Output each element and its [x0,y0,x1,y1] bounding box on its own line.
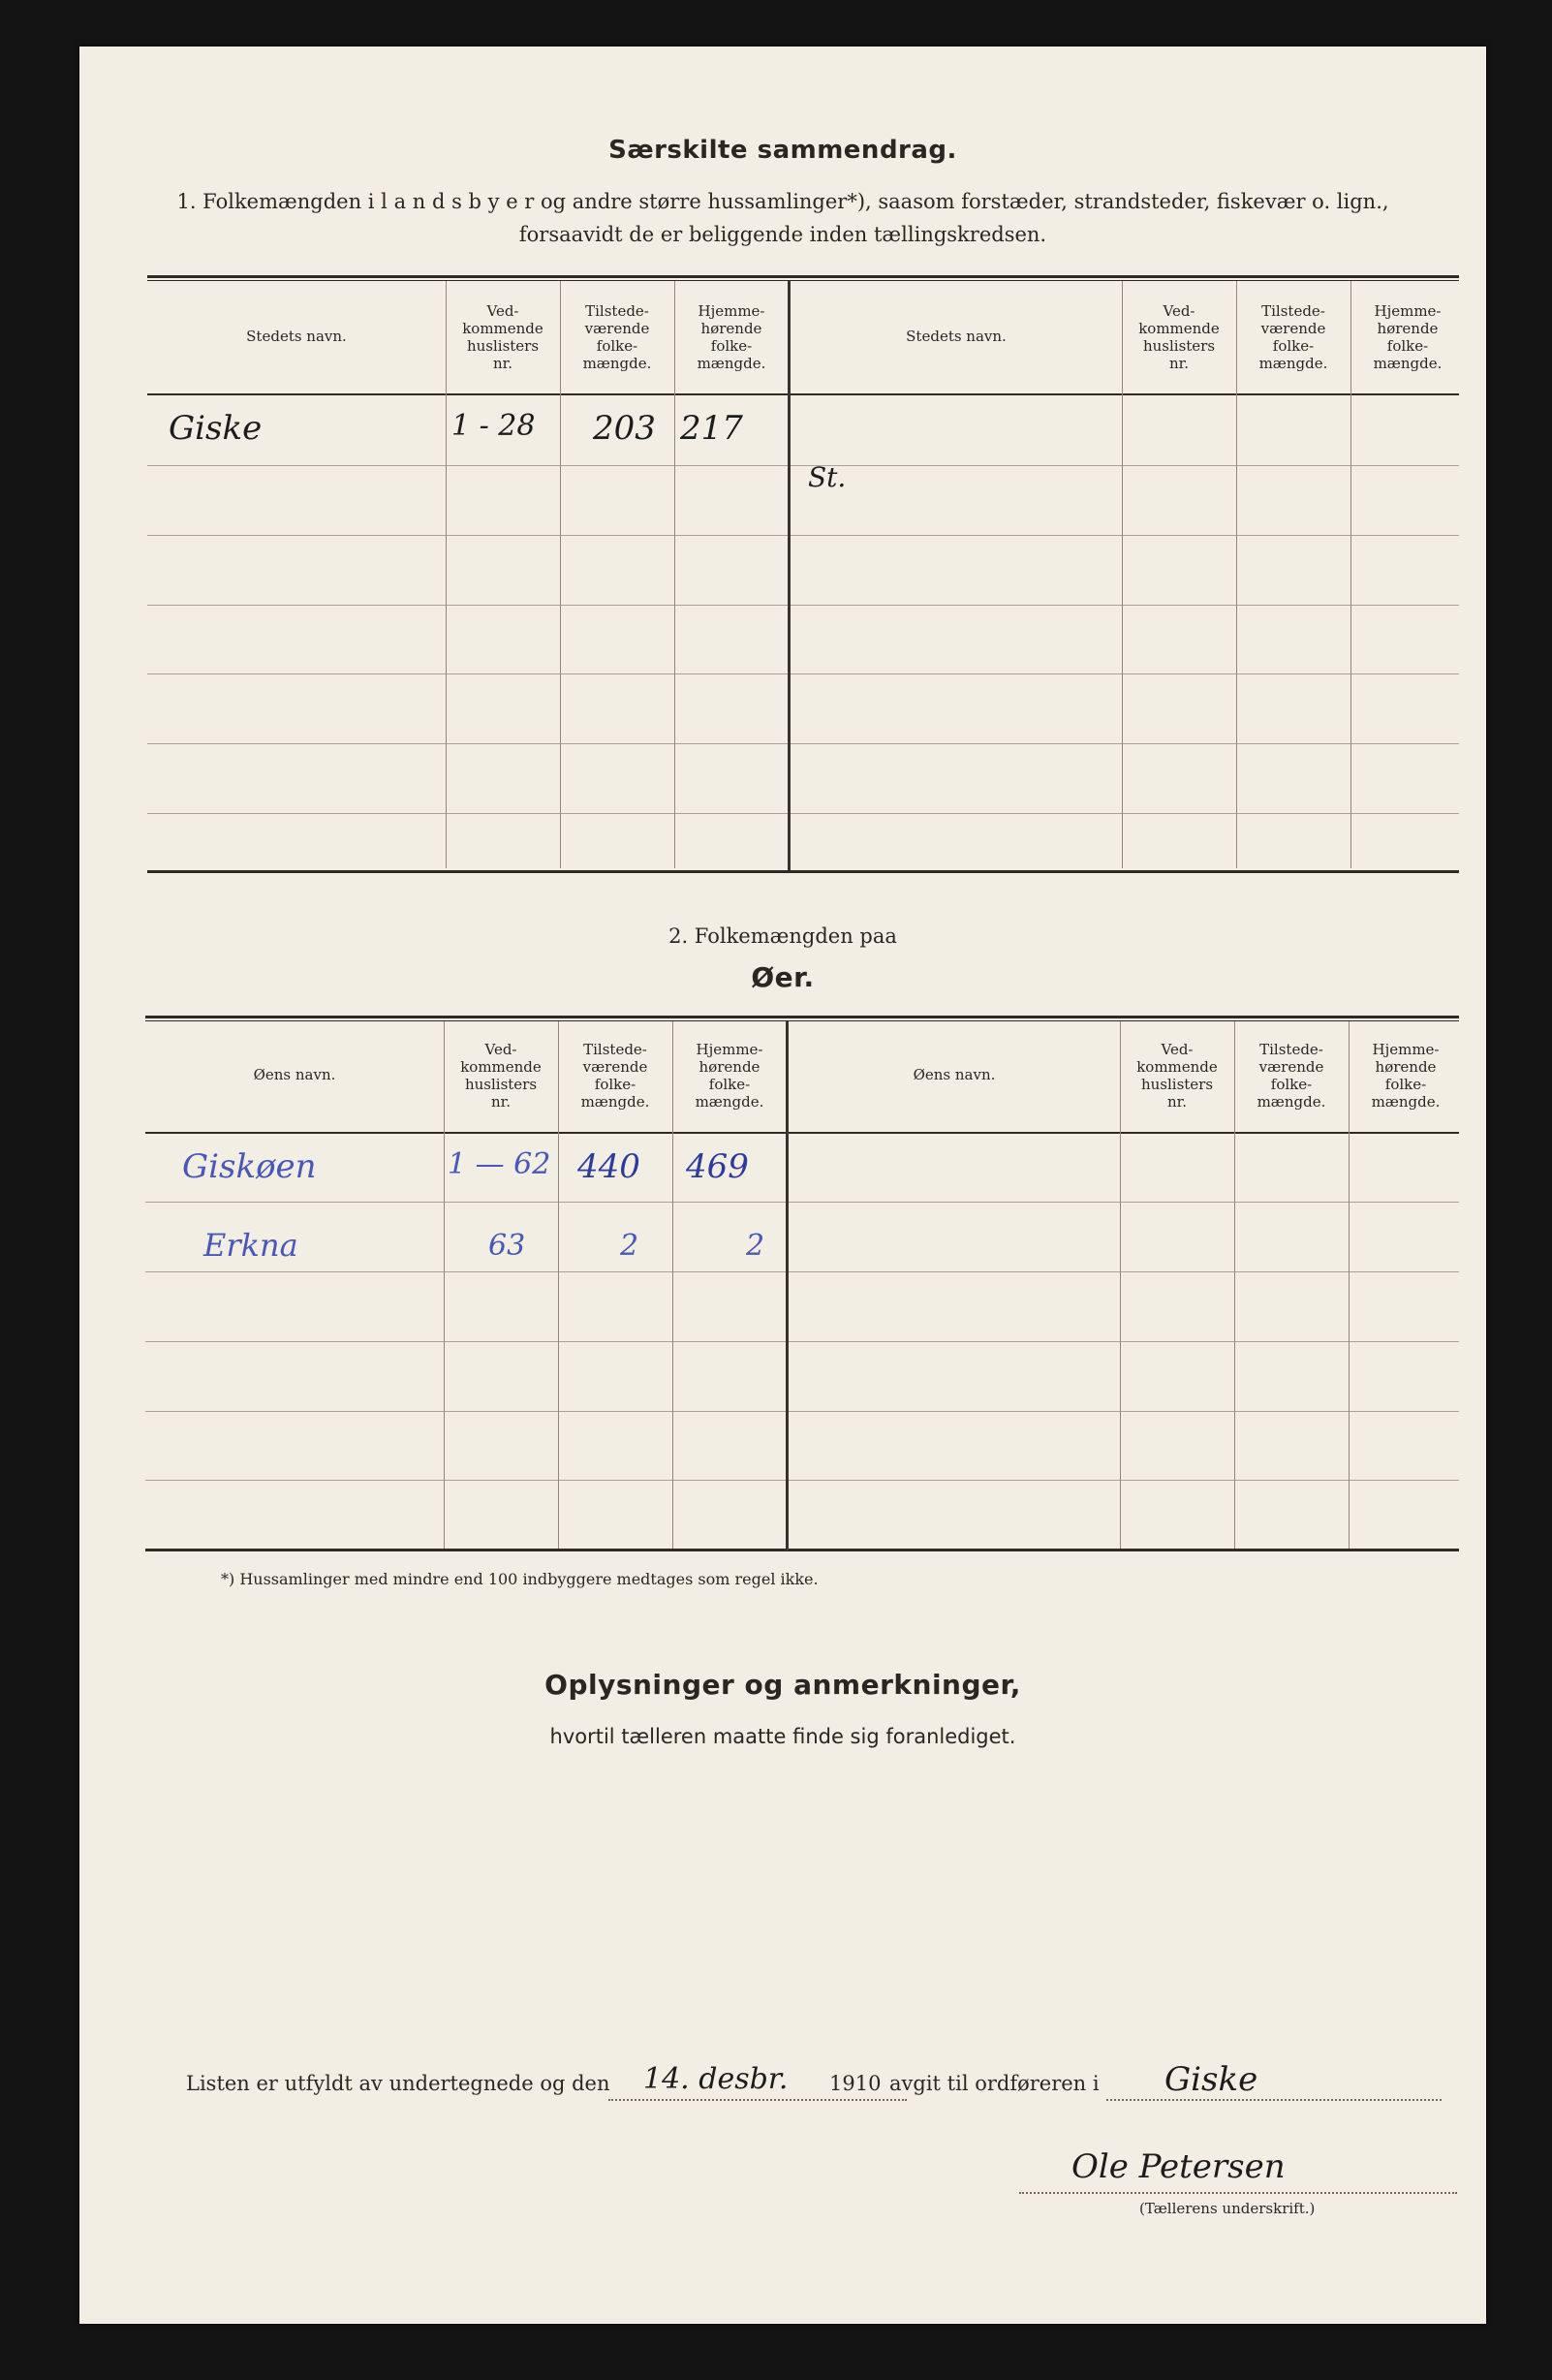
t2-header-hjemme-left: Hjemme- hørende folke- mængde. [695,1041,764,1111]
t2-header-ved-left: Ved- kommende huslisters nr. [460,1041,542,1111]
t2-row2-tilstede: 2 [620,1229,639,1263]
t2-header-ved-right: Ved- kommende huslisters nr. [1136,1041,1218,1111]
t2-header-hjemme-right: Hjemme- hørende folke- mængde. [1371,1041,1441,1111]
t1-row1-name: Giske [169,409,263,448]
closing-date: 14. desbr. [643,2062,789,2096]
closing-place: Giske [1164,2060,1258,2099]
remarks-subtitle: hvortil tælleren maatte finde sig foranlediget. [549,1725,1016,1748]
section2-heading: 2. Folkemængden paa [668,924,897,948]
t1-row1-ved: 1 - 28 [451,409,536,443]
t2-header-tilstede-right: Tilstede- værende folke- mængde. [1257,1041,1326,1111]
t1-header-name-right: Stedets navn. [906,328,1007,345]
section2-heading-bold: Øer. [751,961,815,993]
section1-intro-line1: 1. Folkemængden i l a n d s b y e r og andre større hussamlinger*), saasom forstæder, strandsteder, fiskevær o. lign., [176,190,1389,213]
t2-row2-name: Erkna [203,1227,298,1264]
t2-row2-hjemme: 2 [746,1229,765,1263]
t2-row1-hjemme: 469 [686,1147,749,1186]
t2-header-tilstede-left: Tilstede- værende folke- mængde. [580,1041,650,1111]
remarks-title: Oplysninger og anmerkninger, [544,1669,1021,1701]
footnote: *) Hussamlinger med mindre end 100 indbyggere medtages som regel ikke. [221,1570,819,1588]
t1-header-hjemme-left: Hjemme- hørende folke- mængde. [697,302,766,372]
closing-year: 1910 [829,2072,882,2095]
t1-row1-hjemme: 217 [680,409,743,448]
t2-header-name-right: Øens navn. [913,1066,996,1083]
section1-intro-line2: forsaavidt de er beliggende inden tællingskredsen. [518,223,1047,246]
closing-prefix: Listen er utfyldt av undertegnede og den [186,2072,610,2095]
t2-header-name-left: Øens navn. [253,1066,336,1083]
t1-header-ved-right: Ved- kommende huslisters nr. [1138,302,1220,372]
t1-header-name-left: Stedets navn. [246,328,347,345]
section1-title: Særskilte sammendrag. [608,136,957,165]
t2-row1-name: Giskøen [182,1147,317,1186]
t1-header-hjemme-right: Hjemme- hørende folke- mængde. [1373,302,1443,372]
enumerator-signature: Ole Petersen [1071,2147,1286,2186]
closing-middle: avgit til ordføreren i [889,2072,1100,2095]
t1-header-tilstede-right: Tilstede- værende folke- mængde. [1258,302,1328,372]
t1-row1-tilstede: 203 [593,409,656,448]
t1-header-ved-left: Ved- kommende huslisters nr. [462,302,543,372]
census-form-page [79,47,1486,2324]
t2-row1-ved: 1 — 62 [448,1147,551,1181]
signature-label: (Tællerens underskrift.) [1139,2200,1316,2217]
t2-row1-tilstede: 440 [577,1147,640,1186]
t1-right-mark: St. [808,461,847,493]
t1-header-tilstede-left: Tilstede- værende folke- mængde. [582,302,652,372]
t2-row2-ved: 63 [488,1229,526,1263]
